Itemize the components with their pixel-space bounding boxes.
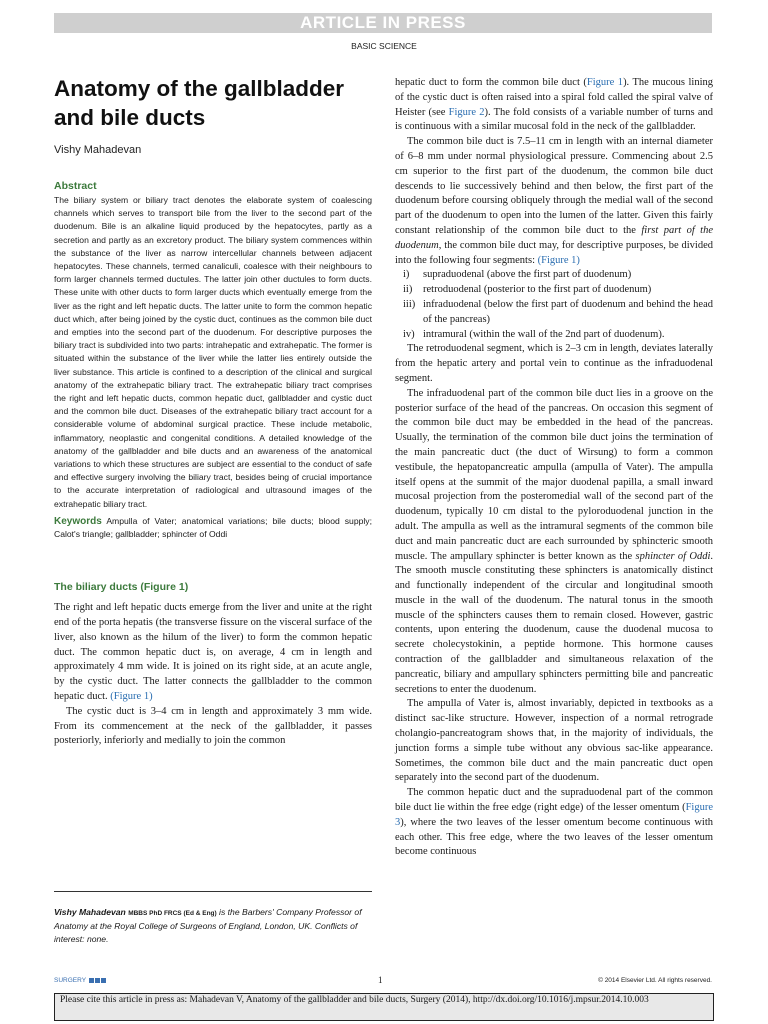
section-tag: BASIC SCIENCE	[351, 41, 417, 51]
paragraph-text: The right and left hepatic ducts emerge from the liver and unite at the right end of the porta hepatis (the transverse fissure on the visceral surface of the liver, also known as the hilum of the liver) to form the common hepatic duct. The common hepatic duct is, on average, 4 cm in length and approximately 4 mm wide. It is joined on its right side, at an acute angle, by the cystic duct. The latter connects the gallbladder to the common hepatic duct.	[54, 602, 372, 703]
figure-2-link[interactable]: Figure 2	[448, 106, 485, 118]
paragraph	[395, 135, 713, 268]
left-column	[54, 74, 372, 749]
list-item-text: supraduodenal (above the first part of duodenum)	[423, 269, 632, 281]
paragraph: The cystic duct is 3–4 cm in length and approximately 3 mm wide. From its commencement at the neck of the gallbladder, it passes posteriorly, inferiorly and medially to join the common	[54, 705, 372, 747]
list-number: iv)	[403, 328, 415, 340]
list-number: ii)	[403, 284, 413, 296]
article-title: Anatomy of the gallbladder and bile ducts	[54, 76, 345, 130]
footnote-author-name: Vishy Mahadevan	[54, 907, 126, 917]
page-number: 1	[378, 975, 383, 985]
journal-label: SURGERY	[54, 977, 86, 984]
list-item-text: intramural (within the wall of the 2nd part of duodenum).	[423, 328, 665, 340]
footnote-text: is the Barbers' Company Professor of Anatomy at the Royal College of Surgeons of England, London, UK. Conflicts of interest: none.	[54, 907, 362, 944]
text-run: The infraduodenal part of the common bile duct lies in a groove on the posterior surface of the head of the pancreas. On occasion this segment of the common bile duct may be embedded in the head of the pancreas. Usually, the termination of the common bile duct joins the termination of the main pancreatic duct (the duct of Wirsung) to form a common vestibule, the hepatopancreatic ampulla (ampulla of Vater). The ampulla itself opens at the summit of the major duodenal papilla, a small inward mucosal projection from the posteromedial wall of the second part of the duodenum, typically 10 cm distal to the pyloroduodenal junction in the adult. The ampulla as well as the intramural segments of the common bile duct and main pancreatic duct are each surrounded by sphincteric smooth muscle. The ampullary sphincter is better known as the	[395, 387, 713, 562]
footnote-credentials: MBBS PhD FRCS (Ed & Eng)	[128, 910, 217, 917]
list-item	[395, 298, 713, 328]
figure-3-link[interactable]: Figure 3	[395, 802, 713, 828]
text-run: ). The fold consists of a variable number of turns and is continuous with a similar mucosal fold in the neck of the gallbladder.	[395, 106, 713, 133]
list-item-text: infraduodenal (below the first part of duodenum and behind the head of the pancreas)	[423, 298, 713, 325]
keywords	[54, 515, 372, 541]
list-item	[395, 283, 713, 298]
section-heading-biliary-ducts: The biliary ducts (Figure 1)	[54, 581, 189, 594]
emphasis: sphincter of Oddi	[635, 550, 711, 562]
paragraph	[395, 786, 713, 860]
abstract-text: The biliary system or biliary tract denotes the elaborate system of coalescing channels which serves to transport bile from the liver to the second part of the duodenum. Bile is an alkaline liquid produced by the hepatocytes, partly as a secretion and partly as an excretory product. The biliary system commences within the substance of the liver as narrow intercellular channels between adjacent hepatocytes. These channels, termed canaliculi, coalesce with their neighbours to form larger channels termed ductules. The latter join other ductules to form ducts. These unite with other ducts to form larger ducts which eventually emerge from the liver as the right and left hepatic ducts. The latter unite to form the common hepatic duct which, after being joined by the cystic duct, continues as the common bile duct and empties into the second part of the duodenum. For descriptive purposes the biliary tract is subdivided into two parts: intrahepatic and extrahepatic. The former is situated within the substance of the liver while the latter lies entirely outside the liver substance. This article is confined to a description of the clinical and surgical anatomy of the extrahepatic biliary tract. The extrahepatic biliary tract comprises the right and left hepatic ducts, common hepatic duct, gallbladder and cystic duct and the common bile duct. Diseases of the extrahepatic biliary tract account for a considerable volume of abdominal surgical practice. These include metabolic, inflammatory, neoplastic and congenital conditions. A detailed knowledge of the anatomy of the gallbladder and bile ducts and an awareness of the anatomical variations to which these structures are subject are essential to the conduct of safe and effective surgery involving the biliary tract, besides being of crucial importance to the accurate interpretation of radiological and ultrasound images of the extrahepatic biliary tract.	[54, 195, 372, 509]
list-item	[395, 328, 713, 343]
right-column	[395, 76, 713, 860]
article-in-press-banner: ARTICLE IN PRESS	[54, 13, 712, 33]
list-number: iii)	[403, 298, 416, 310]
segment-list	[395, 268, 713, 342]
figure-1-link[interactable]: (Figure 1)	[110, 691, 153, 703]
text-run: The common bile duct is 7.5–11 cm in length with an internal diameter of 6–8 mm under normal physiological pressure. Commencing about 2.5 cm superior to the first part of the duodenum, the common bile duct descends to lie successively behind and then below, the first part of the duodenum before coursing obliquely through the medial wall of the second part of the duodenum to open into the lumen of the latter. Given this fairly constant relationship of the common bile duct to the	[395, 136, 713, 236]
journal-name	[54, 977, 106, 984]
author-name: Vishy Mahadevan	[54, 144, 142, 156]
footnote-divider	[54, 891, 372, 892]
text-run: hepatic duct to form the common bile duct (	[395, 77, 587, 88]
paragraph	[395, 387, 713, 698]
figure-1-link[interactable]: (Figure 1)	[537, 254, 580, 266]
paragraph	[54, 601, 372, 705]
emphasis: first part of the duodenum	[395, 224, 713, 251]
list-number: i)	[403, 269, 410, 281]
left-body-text	[54, 601, 372, 749]
text-run: ). The mucous lining of the cystic duct is often raised into a spiral fold called the spiral valve of Heister (see	[395, 77, 713, 118]
figure-1-link[interactable]: Figure 1	[586, 77, 624, 88]
square-icon	[101, 978, 106, 983]
list-item	[395, 268, 713, 283]
list-item-text: retroduodenal (posterior to the first part of duodenum)	[423, 284, 652, 296]
paragraph	[395, 76, 713, 135]
author-footnote	[54, 906, 372, 946]
keywords-label: Keywords	[54, 515, 102, 527]
text-run: . The smooth muscle constituting these sphincters is anatomically distinct and functionally independent of the circular and longitudinal smooth muscle in the wall of the duodenum. The natural tonus in the smooth muscle of the sphincters causes them to remain closed. However, gastric contents, upon entering the duodenum, cause the duodenal mucosa to secrete cholecystokinin, a peptide hormone. This hormone causes contraction of the gallbladder and simultaneous relaxation of the pancreatic, biliary and ampullary sphincters permitting bile and pancreatic secretions to enter the duodenum.	[395, 550, 713, 695]
citation-box: Please cite this article in press as: Mahadevan V, Anatomy of the gallbladder and bile ducts, Surgery (2014), http://dx.doi.org/10.1016/j.mpsur.2014.10.003	[54, 993, 714, 1021]
square-icon	[95, 978, 100, 983]
text-run: The common hepatic duct and the supraduodenal part of the common bile duct lie within the free edge (right edge) of the lesser omentum (	[395, 787, 713, 814]
keywords-text: Ampulla of Vater; anatomical variations; bile ducts; blood supply; Calot's triangle; gallbladder; sphincter of Oddi	[54, 515, 372, 540]
abstract-heading: Abstract	[54, 180, 97, 192]
paragraph: The retroduodenal segment, which is 2–3 cm in length, deviates laterally from the hepatic artery and portal vein to continue as the infraduodenal segment.	[395, 343, 713, 384]
text-run: ), where the two leaves of the lesser omentum become continuous with each other. This free edge, where the two leaves of the lesser omentum become continuous	[395, 816, 713, 858]
copyright-notice: © 2014 Elsevier Ltd. All rights reserved.	[598, 977, 712, 984]
square-icon	[89, 978, 94, 983]
text-run: , the common bile duct may, for descriptive purposes, be divided into the following four segments:	[395, 239, 713, 266]
paragraph: The ampulla of Vater is, almost invariably, depicted in textbooks as a distinct sac-like structure. However, inspection of a normal retrograde cholangio-pancreatogram shows that, in the majority of individuals, the junction forms a simple tube without any obvious sac-like appearance. Sometimes, the common bile duct and the main pancreatic duct open separately into the second part of the duodenum.	[395, 698, 713, 784]
